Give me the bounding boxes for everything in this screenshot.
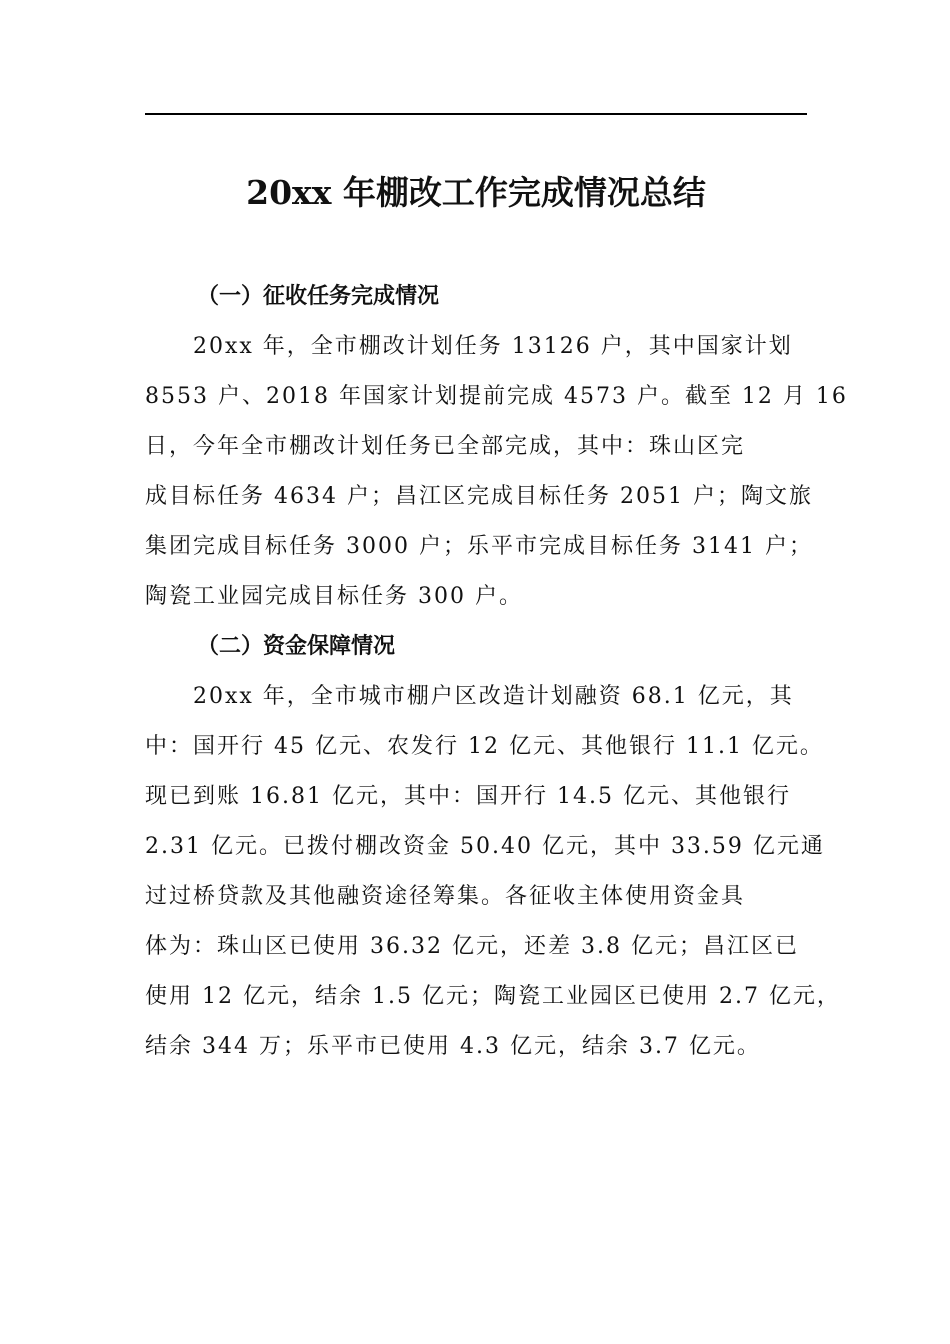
paragraph-line: 体为：珠山区已使用 36.32 亿元，还差 3.8 亿元；昌江区已 <box>145 934 799 959</box>
section-heading-funding: （二）资金保障情况 <box>197 634 396 659</box>
paragraph-line: 20xx 年，全市棚改计划任务 13126 户，其中国家计划 <box>193 334 793 359</box>
section-paragraph-funding <box>145 672 841 1072</box>
paragraph-line: 成目标任务 4634 户；昌江区完成目标任务 2051 户；陶文旅 <box>145 484 813 509</box>
section-paragraph-collection-tasks <box>145 322 848 622</box>
paragraph-line: 现已到账 16.81 亿元，其中：国开行 14.5 亿元、其他银行 <box>145 784 791 809</box>
paragraph-line: 使用 12 亿元，结余 1.5 亿元；陶瓷工业园区已使用 2.7 亿元， <box>145 984 841 1009</box>
paragraph-line: 集团完成目标任务 3000 户；乐平市完成目标任务 3141 户； <box>145 534 813 559</box>
paragraph-line: 过过桥贷款及其他融资途径筹集。各征收主体使用资金具 <box>145 884 746 909</box>
section-heading-collection-tasks: （一）征收任务完成情况 <box>197 284 440 309</box>
paragraph-line: 2.31 亿元。已拨付棚改资金 50.40 亿元，其中 33.59 亿元通 <box>145 834 825 859</box>
document-body <box>145 272 848 1072</box>
paragraph-line: 8553 户、2018 年国家计划提前完成 4573 户。截至 12 月 16 <box>145 384 848 409</box>
paragraph-line: 陶瓷工业园完成目标任务 300 户。 <box>145 584 523 609</box>
header-rule <box>145 113 807 115</box>
document-title: 20xx 年棚改工作完成情况总结 <box>246 173 706 212</box>
paragraph-line: 20xx 年，全市城市棚户区改造计划融资 68.1 亿元，其 <box>193 684 794 709</box>
paragraph-line: 结余 344 万；乐平市已使用 4.3 亿元，结余 3.7 亿元。 <box>145 1034 761 1059</box>
paragraph-line: 中：国开行 45 亿元、农发行 12 亿元、其他银行 11.1 亿元。 <box>145 734 824 759</box>
paragraph-line: 日，今年全市棚改计划任务已全部完成，其中：珠山区完 <box>145 434 746 459</box>
